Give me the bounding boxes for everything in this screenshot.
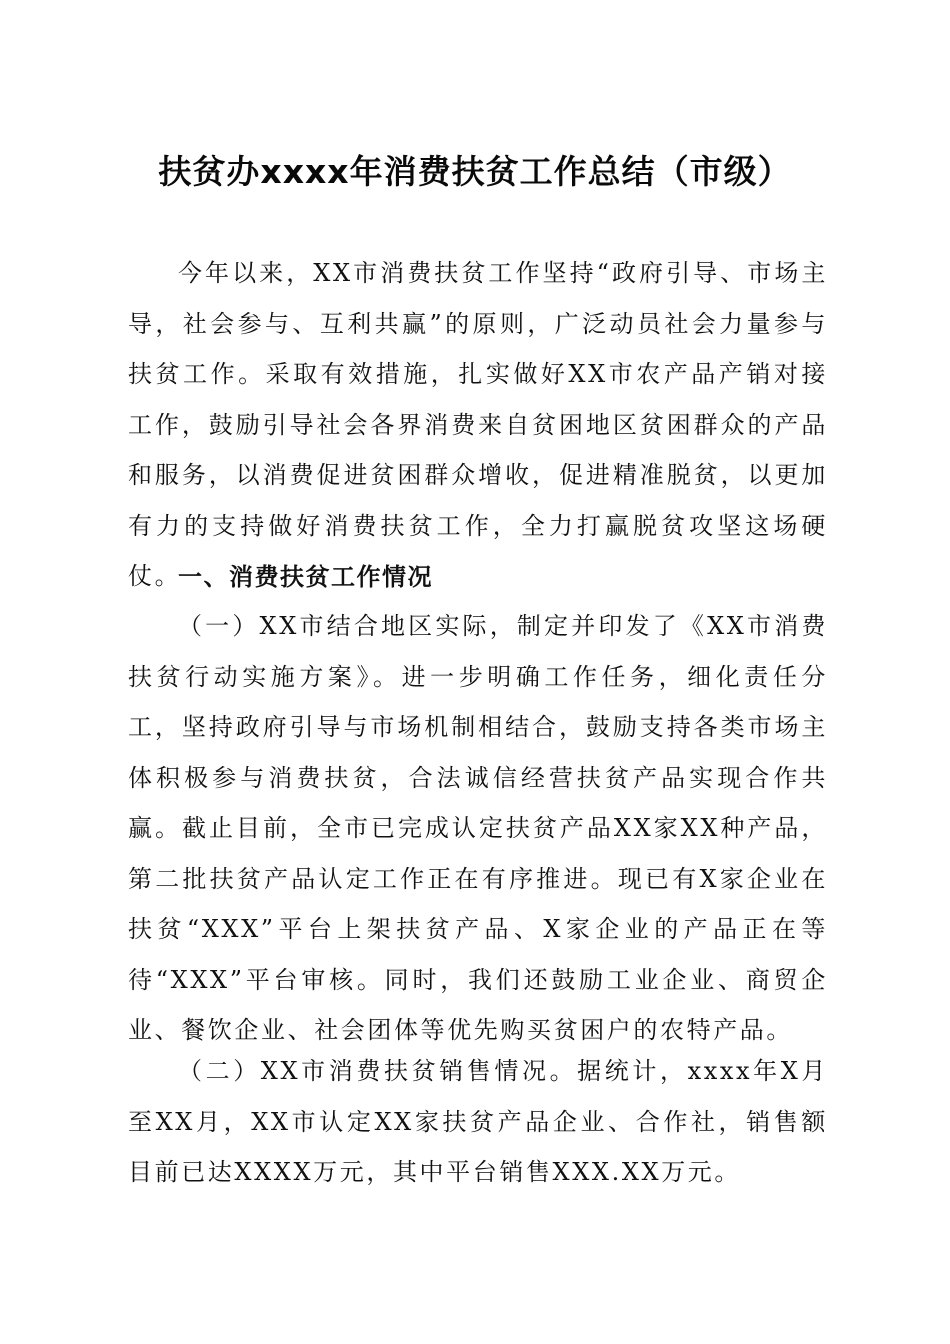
body-paragraph-2: （二）XX市消费扶贫销售情况。据统计，xxxx年X月至XX月，XX市认定XX家扶贫产品企业、合作社，销售额目前已达XXXX万元，其中平台销售XXX.XX万元。: [128, 1057, 828, 1186]
body-paragraph-1: （一）XX市结合地区实际，制定并印发了《XX市消费扶贫行动实施方案》。进一步明确工作任务，细化责任分工，坚持政府引导与市场机制相结合，鼓励支持各类市场主体积极参与消费扶贫，合法诚信经营扶贫产品实现合作共赢。截止目前，全市已完成认定扶贫产品XX家XX种产品，第二批扶贫产品认定工作正在有序推进。现已有X家企业在扶贫“XXX”平台上架扶贫产品、X家企业的产品正在等待“XXX”平台审核。同时，我们还鼓励工业企业、商贸企业、餐饮企业、社会团体等优先购买贫困户的农特产品。: [128, 612, 828, 1044]
document-title: 扶贫办xxxx年消费扶贫工作总结（市级）: [158, 152, 792, 191]
section-heading: 一、消费扶贫工作情况: [178, 563, 433, 591]
intro-paragraph: 今年以来，XX市消费扶贫工作坚持“政府引导、市场主导，社会参与、互利共赢”的原则，广泛动员社会力量参与扶贫工作。采取有效措施，扎实做好XX市农产品产销对接工作，鼓励引导社会各界消费来自贫困地区贫困群众的产品和服务，以消费促进贫困群众增收，促进精准脱贫，以更加有力的支持做好消费扶贫工作，全力打赢脱贫攻坚这场硬仗。: [128, 259, 828, 590]
